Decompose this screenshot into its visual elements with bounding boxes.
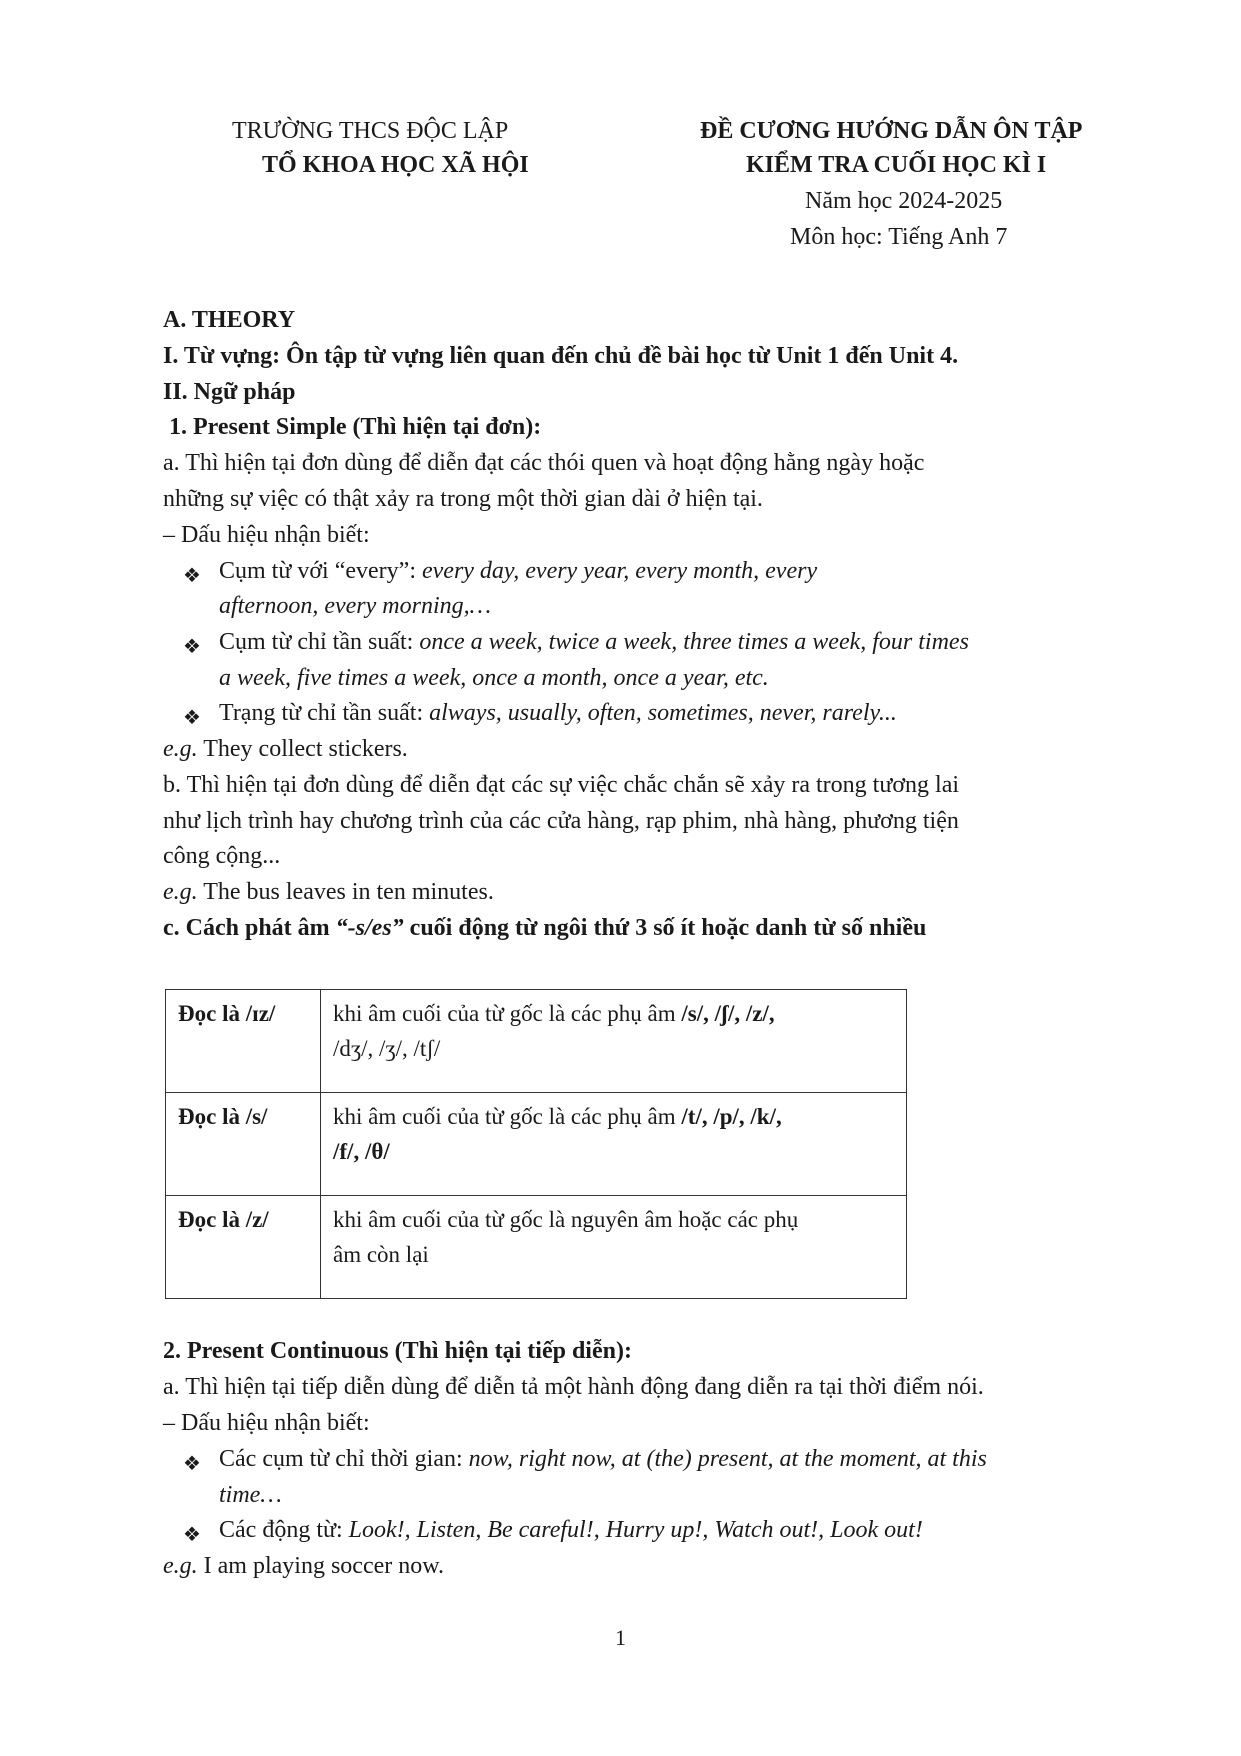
bullet-label: Các cụm từ chỉ thời gian: — [219, 1446, 469, 1472]
pronunciation-heading-post: cuối động từ ngôi thứ 3 số ít hoặc danh từ số nhiều — [403, 915, 927, 941]
present-simple-b-line1: b. Thì hiện tại đơn dùng để diễn đạt các sự việc chắc chắn sẽ xảy ra trong tương lai — [163, 772, 960, 798]
bullet-frequency-adverbs — [219, 700, 897, 727]
bullet-frequency-phrases-cont: a week, five times a week, once a month, once a year, etc. — [219, 665, 769, 691]
rule-text-cont: âm còn lại — [333, 1242, 429, 1267]
example-1 — [163, 736, 408, 763]
rule-text: khi âm cuối của từ gốc là nguyên âm hoặc các phụ — [333, 1207, 799, 1232]
example-label: e.g. — [163, 736, 198, 762]
present-continuous-a-line: a. Thì hiện tại tiếp diễn dùng để diễn tả một hành động đang diễn ra tại thời điểm nói. — [163, 1374, 984, 1400]
example-text: The bus leaves in ten minutes. — [197, 879, 494, 905]
bullet-verbs — [219, 1517, 923, 1544]
rule-sounds: /t/, /p/, /k/, — [681, 1104, 782, 1129]
bullet-label: Cụm từ với “every”: — [219, 558, 422, 584]
bullet-examples: now, right now, at (the) present, at the moment, at this — [468, 1446, 987, 1472]
table-cell-rule — [321, 990, 907, 1093]
bullet-frequency-phrases — [219, 629, 969, 656]
diamond-bullet-icon: ❖ — [183, 1453, 201, 1475]
example-label: e.g. — [163, 1553, 198, 1579]
diamond-bullet-icon: ❖ — [183, 565, 201, 587]
bullet-label: Cụm từ chỉ tần suất: — [219, 629, 420, 655]
present-simple-a-line2: những sự việc có thật xảy ra trong một thời gian dài ở hiện tại. — [163, 486, 763, 512]
diamond-bullet-icon: ❖ — [183, 636, 201, 658]
document-title-line2: KIỂM TRA CUỐI HỌC KÌ I — [746, 152, 1047, 178]
table-cell-label: Đọc là /ɪz/ — [166, 990, 321, 1093]
table-cell-label: Đọc là /z/ — [166, 1196, 321, 1299]
page-number: 1 — [615, 1625, 626, 1650]
table-cell-rule — [321, 1196, 907, 1299]
rule-text: khi âm cuối của từ gốc là các phụ âm — [333, 1001, 682, 1026]
table-row — [166, 990, 907, 1093]
present-simple-a-line1: a. Thì hiện tại đơn dùng để diễn đạt các thói quen và hoạt động hằng ngày hoặc — [163, 450, 925, 476]
present-simple-b-line3: công cộng... — [163, 843, 281, 869]
table-cell-rule — [321, 1093, 907, 1196]
bullet-every — [219, 558, 817, 585]
diamond-bullet-icon: ❖ — [183, 707, 201, 729]
signs-label: – Dấu hiệu nhận biết: — [163, 1410, 370, 1436]
vocab-heading: I. Từ vựng: Ôn tập từ vựng liên quan đến chủ đề bài học từ Unit 1 đến Unit 4. — [163, 343, 959, 369]
diamond-bullet-icon: ❖ — [183, 1524, 201, 1546]
department-name: TỔ KHOA HỌC XÃ HỘI — [262, 152, 529, 178]
document-title-line1: ĐỀ CƯƠNG HƯỚNG DẪN ÔN TẬP — [700, 118, 1083, 144]
subject: Môn học: Tiếng Anh 7 — [790, 224, 1008, 250]
present-simple-heading: 1. Present Simple (Thì hiện tại đơn): — [163, 414, 542, 440]
example-text: I am playing soccer now. — [197, 1553, 445, 1579]
grammar-heading: II. Ngữ pháp — [163, 379, 296, 405]
school-name: TRƯỜNG THCS ĐỘC LẬP — [232, 118, 509, 144]
rule-sounds: /s/, /ʃ/, /z/, — [681, 1001, 775, 1026]
table-row — [166, 1093, 907, 1196]
example-2 — [163, 879, 494, 906]
section-theory-heading: A. THEORY — [163, 307, 296, 333]
rule-sounds-cont: /f/, /θ/ — [333, 1139, 390, 1164]
bullet-examples: always, usually, often, sometimes, never, rarely... — [429, 700, 897, 726]
bullet-label: Trạng từ chỉ tần suất: — [219, 700, 430, 726]
present-simple-b-line2: như lịch trình hay chương trình của các cửa hàng, rạp phim, nhà hàng, phương tiện — [163, 808, 959, 834]
example-3 — [163, 1553, 444, 1580]
bullet-every-cont: afternoon, every morning,… — [219, 593, 491, 619]
pronunciation-table — [165, 989, 907, 1299]
bullet-examples: Look!, Listen, Be careful!, Hurry up!, Watch out!, Look out! — [348, 1517, 923, 1543]
bullet-label: Các động từ: — [219, 1517, 349, 1543]
pronunciation-heading-ending: “-s/es” — [335, 915, 404, 941]
signs-label: – Dấu hiệu nhận biết: — [163, 522, 370, 548]
bullet-time-phrases — [219, 1446, 987, 1473]
rule-text: khi âm cuối của từ gốc là các phụ âm — [333, 1104, 682, 1129]
example-label: e.g. — [163, 879, 198, 905]
rule-text-cont: /dʒ/, /ʒ/, /tʃ/ — [333, 1036, 441, 1061]
pronunciation-heading-pre: c. Cách phát âm — [163, 915, 336, 941]
bullet-time-phrases-cont: time… — [219, 1482, 282, 1508]
bullet-examples: every day, every year, every month, every — [421, 558, 818, 584]
table-row — [166, 1196, 907, 1299]
pronunciation-heading — [163, 915, 926, 942]
bullet-examples: once a week, twice a week, three times a week, four times — [419, 629, 969, 655]
school-year: Năm học 2024-2025 — [805, 188, 1003, 214]
present-continuous-heading: 2. Present Continuous (Thì hiện tại tiếp diễn): — [163, 1338, 632, 1364]
example-text: They collect stickers. — [197, 736, 408, 762]
table-cell-label: Đọc là /s/ — [166, 1093, 321, 1196]
